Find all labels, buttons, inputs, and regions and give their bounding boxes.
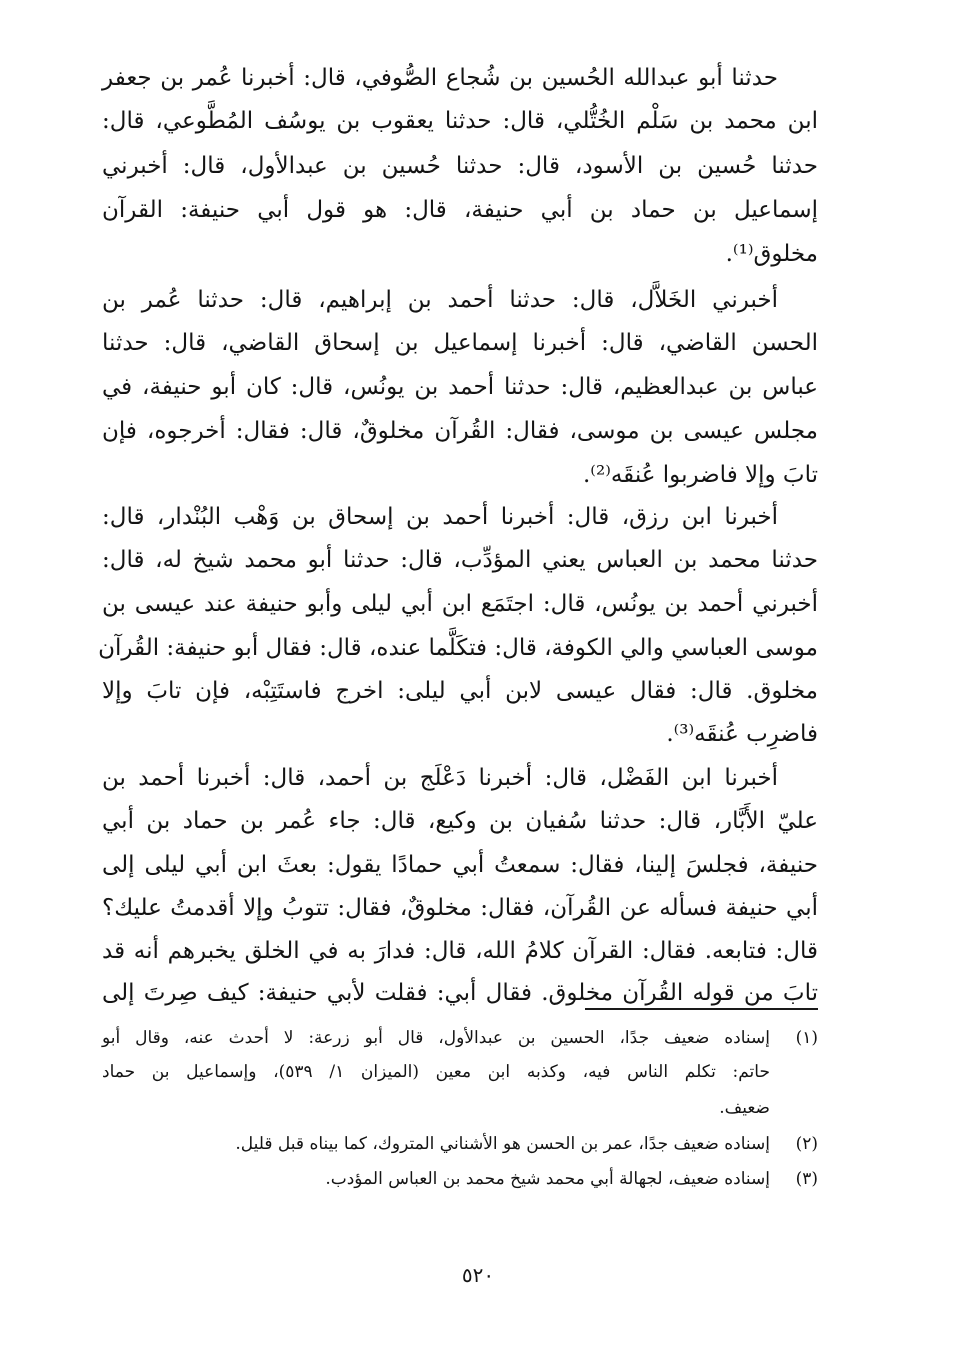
p1-line-1: حدثنا أبو عبدالله الحُسين بن شُجاع الصُّوفي، قال: أخبرنا عُمر بن جعفر — [102, 65, 779, 91]
p1-line-3: حدثنا حُسين بن الأسود، قال: حدثنا حُسين بن عبدالأول، قال: أخبرني — [102, 153, 818, 179]
p4-line-3: حنيفة، فجلسَ إلينا، فقال: سمعتُ أبي حمادًا يقول: بعثَ ابن أبي ليلى إلى — [102, 852, 818, 878]
p4-line-2: عليّ الأَبَّار، قال: حدثنا سُفيان بن وكيع، قال: جاء عُمر بن حماد بن أبي — [102, 808, 818, 834]
footnote-3 — [102, 1164, 818, 1194]
p2-line-2: الحسن القاضي، قال: أخبرنا إسماعيل بن إسحاق القاضي، قال: حدثنا — [102, 330, 818, 356]
footnote-3-text: إسناده ضعيف، لجهالة أبي محمد شيخ محمد بن العباس المؤدب. — [325, 1169, 770, 1189]
p4-line-5: قال: فتابعه. فقال: القرآن كلامُ الله، قال: فدارَ به في الخلق يخبرهم أنه قد — [102, 938, 818, 964]
footnote-3-number: (٣) — [795, 1169, 818, 1189]
p2-line-5: تابَ وإلا فاضربوا عُنقَه⁽²⁾. — [583, 462, 818, 488]
p3-line-5: مخلوق. قال: فقال عيسى لابن أبي ليلى: اخرج فاستَتِبْه، فإن تابَ وإلا — [102, 678, 819, 704]
p4-line-4: أبي حنيفة فسأله عن القُرآن، فقال: مخلوقٌ، فقال: تتوبُ وإلا أقدمتُ عليك؟ — [102, 895, 818, 921]
footnote-2 — [102, 1129, 818, 1159]
p2-line-1: أخبرني الخَلاَّل، قال: حدثنا أحمد بن إبراهيم، قال: حدثنا عُمر بن — [102, 287, 778, 313]
footnote-1-line-1 — [102, 1023, 818, 1053]
p2-line-4: مجلس عيسى بن موسى، فقال: القُرآن مخلوقٌ، قال: فقال: أخرجوه، فإن — [102, 418, 818, 444]
footnote-1-text: إسناده ضعيف جدًا، الحسين بن عبدالأول، قال أبو زرعة: لا أحدث عنه، وقال أبو — [102, 1028, 770, 1048]
p4-line-6: تابَ من قوله القُرآن مخلوق. فقال أبي: فقلت لأبي حنيفة: كيف صِرتَ إلى — [102, 980, 818, 1006]
footnote-1-line-3 — [102, 1093, 818, 1123]
p3-line-4: موسى العباسي والي الكوفة، قال: فتكَلَّما عنده، قال: فقال أبو حنيفة: القُرآن — [98, 635, 818, 661]
p3-line-6: فاضرِب عُنقَه⁽³⁾. — [666, 721, 818, 747]
p1-line-4: إسماعيل بن حماد بن أبي حنيفة، قال: هو قول أبي حنيفة: القرآن — [102, 197, 818, 223]
p2-line-3: عباس بن عبدالعظيم، قال: حدثنا أحمد بن يونُس، قال: كان أبو حنيفة، في — [102, 374, 818, 400]
footnote-1-text: ضعيف. — [719, 1098, 770, 1118]
footnote-1-line-2 — [102, 1057, 818, 1087]
footnote-1-number: (١) — [795, 1028, 818, 1048]
p3-line-3: أخبرني أحمد بن يونُس، قال: اجتَمَع ابن أبي ليلى وأبو حنيفة عند عيسى بن — [102, 591, 818, 617]
p3-line-1: أخبرنا ابن رزق، قال: أخبرنا أحمد بن إسحاق بن وَهْب البُنْدار، قال: — [102, 504, 778, 530]
footnote-2-text: إسناده ضعيف جدًا، عمر بن الحسن هو الأشناني المتروك، كما بيناه قبل قليل. — [235, 1134, 770, 1154]
footnote-2-number: (٢) — [795, 1134, 818, 1154]
p4-line-1: أخبرنا ابن الفَضْل، قال: أخبرنا دَعْلَج بن أحمد، قال: أخبرنا أحمد بن — [102, 765, 778, 791]
p1-line-2: ابن محمد بن سَلْم الخُتُّلي، قال: حدثنا يعقوب بن يوسُف المُطَّوعي، قال: — [102, 108, 818, 134]
footnote-separator — [585, 1008, 818, 1010]
footnote-1-text: حاتم: تكلم الناس فيه، وكذبه ابن معين (الميزان ١/ ٥٣٩)، وإسماعيل بن حماد — [102, 1062, 770, 1082]
page-number: ٥٢٠ — [461, 1263, 495, 1287]
p1-line-5: مخلوق⁽¹⁾. — [725, 241, 818, 267]
p3-line-2: حدثنا محمد بن العباس يعني المؤدِّب، قال: حدثنا أبو محمد شيخ له، قال: — [102, 547, 818, 573]
